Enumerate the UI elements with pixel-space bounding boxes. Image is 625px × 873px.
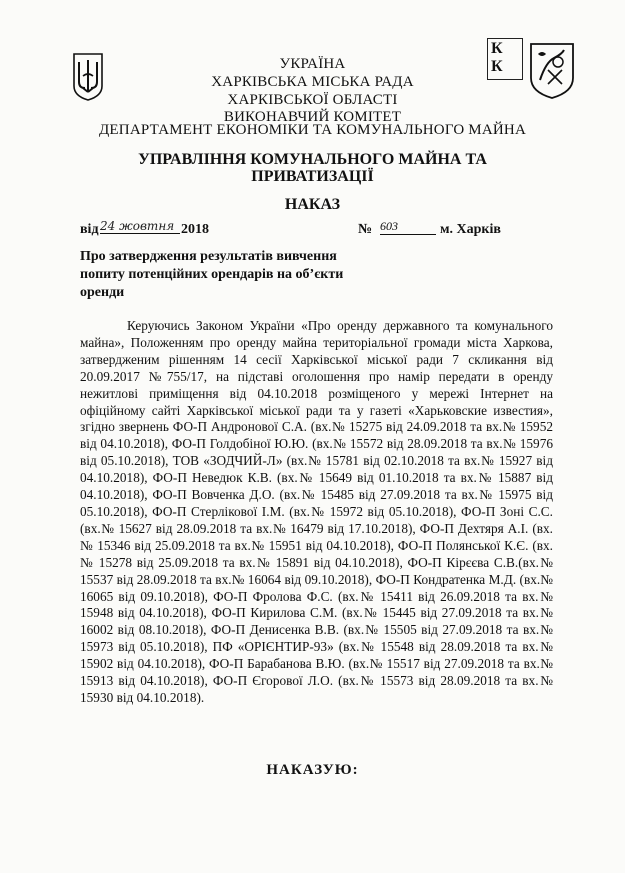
header-executive-committee: ВИКОНАВЧИЙ КОМІТЕТ xyxy=(223,109,402,125)
place: м. Харків xyxy=(440,222,501,237)
date-year: 2018 xyxy=(181,222,209,237)
header-department: ДЕПАРТАМЕНТ ЕКОНОМІКИ ТА КОМУНАЛЬНОГО МАЙНА xyxy=(99,122,526,138)
handwritten-number: 603 xyxy=(380,219,436,235)
order-closing: НАКАЗУЮ: xyxy=(266,762,359,778)
date-prefix: від xyxy=(80,222,99,237)
department-title-line1: УПРАВЛІННЯ КОМУНАЛЬНОГО МАЙНА ТА xyxy=(138,151,487,168)
body-paragraph: Керуючись Законом України «Про оренду державного та комунального майна», Положенням про оренду майна територіальної громади міста Харкова, затвердженим рішенням 14 сесії Харківської міської ради 7 скликання від 20.09.2017 №755/17, на підставі оголошення про намір передати в оренду нежитлові приміщення від 04.10.2018 розміщеного у мережі Інтернет на офіційному сайті Харківської міської ради та у газеті «Харьковские известия», згідно звернень ФО-П Андронової С.А. (вх.№ 15275 від 24.09.2018 та вх.№ 15952 від 04.10.2018), ФО-П Голдобіної Ю.Ю. (вх.№ 15572 від 28.09.2018 та вх.№ 15976 від 05.10.2018), ТОВ «ЗОДЧИЙ-Л» (вх.№ 15781 від 02.10.2018 та вх.№ 15927 від 04.10.2018), ФО-П Неведюк К.В. (вх.№ 15649 від 01.10.2018 та вх.№ 15887 від 04.10.2018), ФО-П Вовченка Д.О. (вх.№ 15485 від 27.09.2018 та вх.№ 15975 від 05.10.2018), ФО-П Стерлікової І.М. (вх.№ 15972 від 05.10.2018), ФО-П Зоні С.С. (вх.№ 15627 від 28.09.2018 та вх.№ 16479 від 17.10.2018), ФО-П Дехтяря А.І. (вх.№ 15346 від 25.09.2018 та вх.№ 15951 від 04.10.2018), ФО-П Полянської К.Є. (вх.№ 15278 від 25.09.2018 та вх.№ 15891 від 04.10.2018), ФО-П Кірєєва С.В.(вх.№ 15537 від 28.09.2018 та вх.№ 16064 від 09.10.2018), ФО-П Кондратенка М.Д. (вх.№ 16065 від 09.10.2018), ФО-П Фролова Ф.С. (вх.№ 15411 від 26.09.2018 та вх.№ 15948 від 04.10.2018), ФО-П Кирилова С.М. (вх.№ 15445 від 27.09.2018 та вх.№ 16002 від 08.10.2018), ФО-П Денисенка В.В. (вх.№ 15505 від 27.09.2018 та вх.№ 15973 від 05.10.2018), ПФ «ОРІЄНТИР-93» (вх.№ 15548 від 28.09.2018 та вх.№ 15902 від 04.10.2018), ФО-П Барабанова В.Ю. (вх.№ 15517 від 27.09.2018 та вх.№ 15913 від 04.10.2018), ФО-П Єгорової Л.О. (вх.№ 15573 від 28.09.2018 та вх.№ 15930 від 04.10.2018). xyxy=(80,318,553,705)
stamp-letter: К xyxy=(491,58,503,75)
order-subject: Про затвердження результатів вивчення попиту потенційних орендарів на об’єкти оренди xyxy=(80,249,344,300)
department-title-line2: ПРИВАТИЗАЦІЇ xyxy=(251,168,374,185)
header-country: УКРАЇНА xyxy=(279,56,346,72)
header-city-council: ХАРКІВСЬКА МІСЬКА РАДА xyxy=(211,74,414,90)
header-region: ХАРКІВСЬКОЇ ОБЛАСТІ xyxy=(227,92,398,108)
stamp-letter: К xyxy=(491,40,503,57)
date-number-line xyxy=(80,219,550,242)
document-type: НАКАЗ xyxy=(284,196,341,213)
number-prefix: № xyxy=(358,222,373,237)
handwritten-date: 24 жовтня xyxy=(100,219,180,234)
order-body xyxy=(80,318,553,707)
